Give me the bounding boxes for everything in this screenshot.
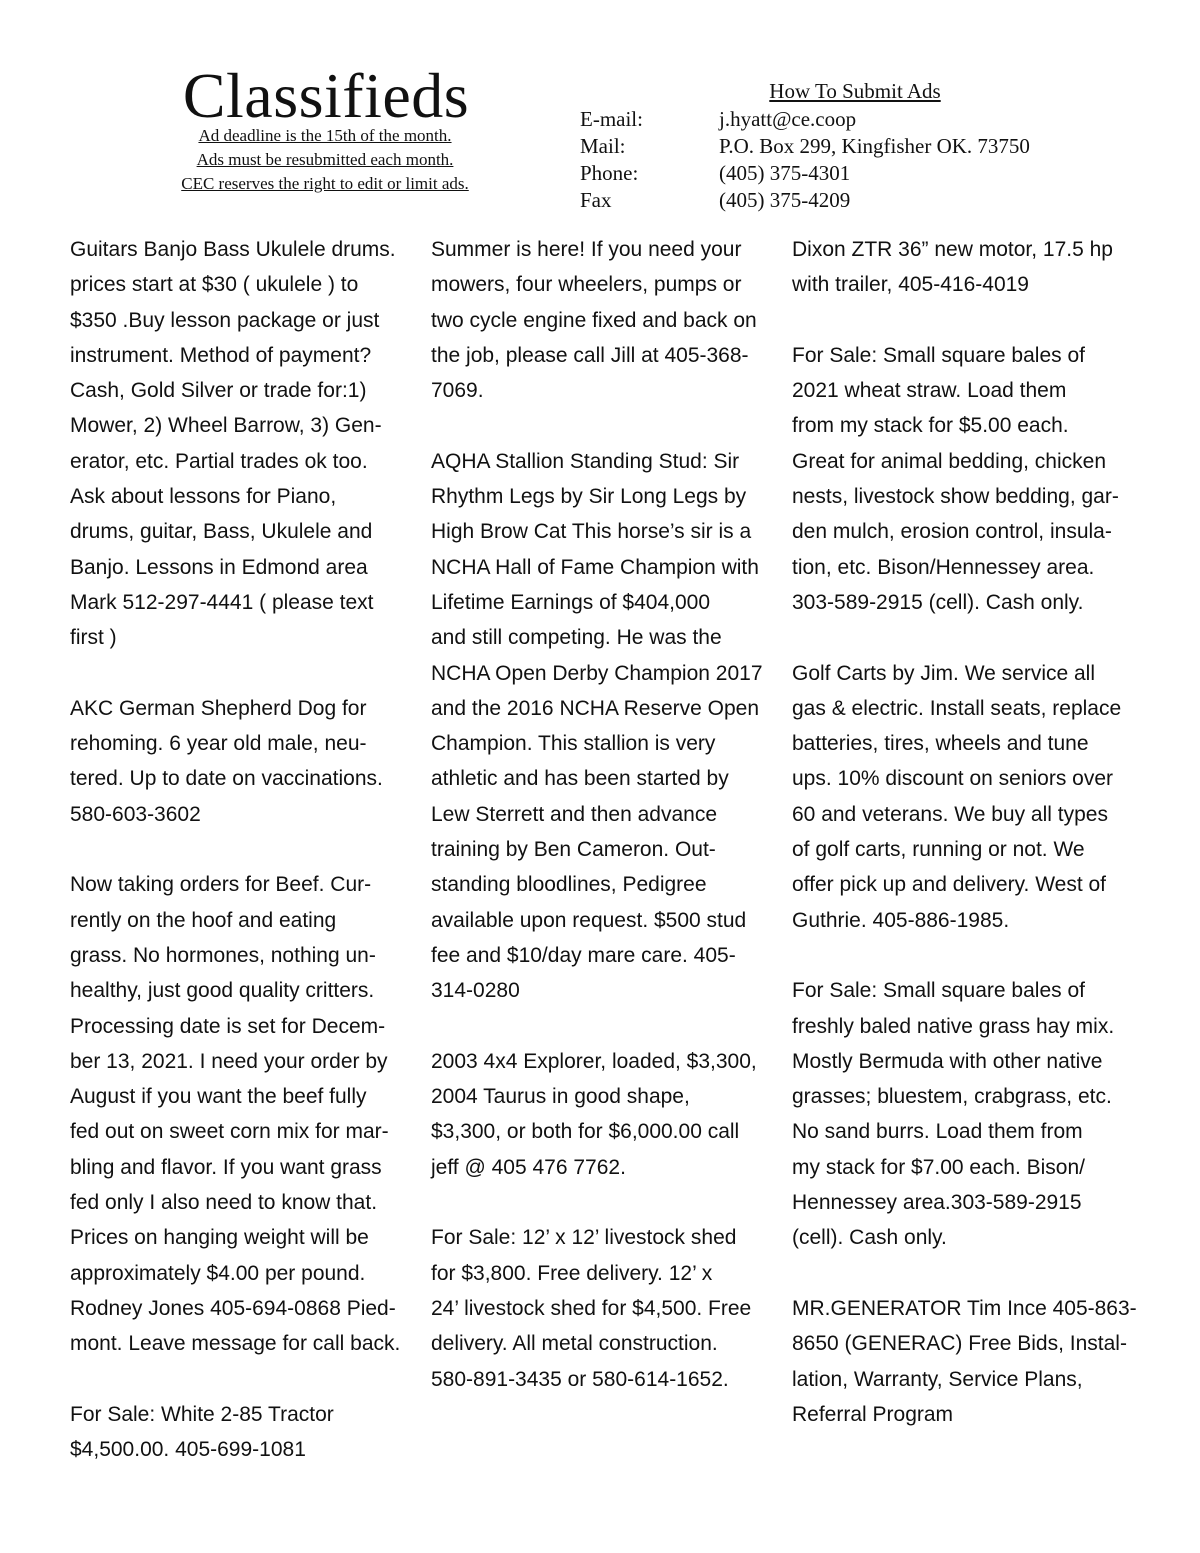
ad-text-line: Banjo. Lessons in Edmond area xyxy=(70,555,368,579)
ad-text-line: No sand burrs. Load them from xyxy=(792,1120,1083,1144)
ad-text-line: 2004 Taurus in good shape, xyxy=(431,1085,690,1109)
ad-text-line: 2003 4x4 Explorer, loaded, $3,300, xyxy=(431,1049,757,1073)
ad-spacer xyxy=(70,1362,420,1397)
ad-spacer xyxy=(431,1009,776,1044)
ad-text-line: available upon request. $500 stud xyxy=(431,908,747,932)
ad-text-line: of golf carts, running or not. We xyxy=(792,838,1085,862)
classifieds-column-1 xyxy=(70,232,420,1467)
ad-text-line: Guthrie. 405-886-1985. xyxy=(792,908,1010,932)
submit-ads-heading: How To Submit Ads xyxy=(769,79,941,103)
classifieds-column-2 xyxy=(431,232,776,1397)
ad-text-line: rehoming. 6 year old male, neu- xyxy=(70,732,367,756)
ad-text-line: 303-589-2915 (cell). Cash only. xyxy=(792,590,1084,614)
ad-text-line: ups. 10% discount on seniors over xyxy=(792,767,1114,791)
mail-value: P.O. Box 299, Kingfisher OK. 73750 xyxy=(719,134,1030,158)
ad-text-line: Guitars Banjo Bass Ukulele drums. xyxy=(70,238,396,261)
ad-text-line: For Sale: 12’ x 12’ livestock shed xyxy=(431,1226,737,1250)
ad-text-line: standing bloodlines, Pedigree xyxy=(431,873,707,897)
ad-text-line: bling and flavor. If you want grass xyxy=(70,1155,382,1179)
ad-text-line: NCHA Open Derby Champion 2017 xyxy=(431,661,763,685)
ad-text-line: healthy, just good quality critters. xyxy=(70,979,375,1003)
ad-text-line: approximately $4.00 per pound. xyxy=(70,1261,366,1285)
classifieds-column-3 xyxy=(792,232,1144,1432)
ad-text-line: MR.GENERATOR Tim Ince 405-863- xyxy=(792,1296,1137,1320)
ad-text-line: nests, livestock show bedding, gar- xyxy=(792,485,1119,509)
ad-text-line: prices start at $30 ( ukulele ) to xyxy=(70,273,359,297)
ad-text-line: tion, etc. Bison/Hennessey area. xyxy=(792,555,1095,579)
ad-text-line: Rhythm Legs by Sir Long Legs by xyxy=(431,485,747,509)
ad-text-line: 580-603-3602 xyxy=(70,802,201,826)
ad-text-line: $350 .Buy lesson package or just xyxy=(70,308,380,332)
ad-text-line: Now taking orders for Beef. Cur- xyxy=(70,873,372,897)
ad-text-line: the job, please call Jill at 405-368- xyxy=(431,343,749,367)
ad-text-line: training by Ben Cameron. Out- xyxy=(431,838,716,862)
ad-text-line: $3,300, or both for $6,000.00 call xyxy=(431,1120,740,1144)
ad-spacer xyxy=(792,620,1144,655)
ad-text-line: AQHA Stallion Standing Stud: Sir xyxy=(431,449,740,473)
ad-text-line: 314-0280 xyxy=(431,979,520,1003)
ad-spacer xyxy=(792,938,1144,973)
ad-text-line: and still competing. He was the xyxy=(431,626,722,650)
ad-text-line: Hennessey area.303-589-2915 xyxy=(792,1191,1082,1215)
phone-label: Phone: xyxy=(580,161,639,185)
ad-text-line: August if you want the beef fully xyxy=(70,1085,367,1109)
ad-spacer xyxy=(70,832,420,867)
ad-text-line: For Sale: White 2-85 Tractor xyxy=(70,1402,334,1426)
ad-text-line: 580-891-3435 or 580-614-1652. xyxy=(431,1367,729,1391)
email-label: E-mail: xyxy=(580,107,643,131)
ad-text-line: Referral Program xyxy=(792,1402,954,1426)
ad-text-line: rently on the hoof and eating xyxy=(70,908,337,932)
ad-deadline-notes xyxy=(150,124,500,196)
ad-spacer xyxy=(70,656,420,691)
ad-text-line: 7069. xyxy=(431,379,484,403)
ad-text-line: High Brow Cat This horse’s sir is a xyxy=(431,520,752,544)
email-value[interactable]: j.hyatt@ce.coop xyxy=(719,107,857,131)
deadline-note: Ad deadline is the 15th of the month. xyxy=(198,126,452,145)
ad-text-line: Mark 512-297-4441 ( please text xyxy=(70,590,374,614)
phone-value: (405) 375-4301 xyxy=(719,161,851,185)
ad-text-line: delivery. All metal construction. xyxy=(431,1332,718,1356)
ad-text-line: Champion. This stallion is very xyxy=(431,732,716,756)
ad-text-line: grasses; bluestem, crabgrass, etc. xyxy=(792,1085,1112,1109)
ad-text-line: Great for animal bedding, chicken xyxy=(792,449,1107,473)
ad-text-line: fed only I also need to know that. xyxy=(70,1191,378,1215)
ad-text-line: Golf Carts by Jim. We service all xyxy=(792,661,1096,685)
resubmit-note: Ads must be resubmitted each month. xyxy=(196,150,454,169)
ad-text-line: For Sale: Small square bales of xyxy=(792,343,1085,367)
mail-label: Mail: xyxy=(580,134,626,158)
ad-text-line: first ) xyxy=(70,626,117,650)
ad-text-line: gas & electric. Install seats, replace xyxy=(792,696,1122,720)
ad-text-line: den mulch, erosion control, insula- xyxy=(792,520,1112,544)
ad-text-line: Prices on hanging weight will be xyxy=(70,1226,369,1250)
ad-text-line: Ask about lessons for Piano, xyxy=(70,485,337,509)
ad-spacer xyxy=(792,303,1144,338)
ad-text-line: Mostly Bermuda with other native xyxy=(792,1049,1103,1073)
ad-text-line: AKC German Shepherd Dog for xyxy=(70,696,367,720)
fax-label: Fax xyxy=(580,188,612,212)
ad-text-line: grass. No hormones, nothing un- xyxy=(70,943,376,967)
ad-text-line: NCHA Hall of Fame Champion with xyxy=(431,555,759,579)
ad-text-line: jeff @ 405 476 7762. xyxy=(431,1155,626,1179)
ad-text-line: 2021 wheat straw. Load them xyxy=(792,379,1067,403)
ad-text-line: $4,500.00. 405-699-1081 xyxy=(70,1438,306,1462)
ad-text-line: two cycle engine fixed and back on xyxy=(431,308,757,332)
fax-value: (405) 375-4209 xyxy=(719,188,851,212)
ad-text-line: mont. Leave message for call back. xyxy=(70,1332,401,1356)
ad-text-line: (cell). Cash only. xyxy=(792,1226,947,1250)
ad-text-line: Mower, 2) Wheel Barrow, 3) Gen- xyxy=(70,414,382,438)
ad-text-line: 60 and veterans. We buy all types xyxy=(792,802,1108,826)
ad-text-line: from my stack for $5.00 each. xyxy=(792,414,1069,438)
ad-text-line: Rodney Jones 405-694-0868 Pied- xyxy=(70,1296,396,1320)
ad-text-line: my stack for $7.00 each. Bison/ xyxy=(792,1155,1085,1179)
ad-text-line: instrument. Method of payment? xyxy=(70,343,372,367)
ad-text-line: Dixon ZTR 36” new motor, 17.5 hp xyxy=(792,238,1113,261)
ad-text-line: fed out on sweet corn mix for mar- xyxy=(70,1120,389,1144)
ad-spacer xyxy=(431,1185,776,1220)
ad-text-line: drums, guitar, Bass, Ukulele and xyxy=(70,520,373,544)
ad-text-line: for $3,800. Free delivery. 12’ x xyxy=(431,1261,713,1285)
ad-text-line: mowers, four wheelers, pumps or xyxy=(431,273,742,297)
ad-text-line: and the 2016 NCHA Reserve Open xyxy=(431,696,760,720)
ad-text-line: batteries, tires, wheels and tune xyxy=(792,732,1089,756)
ad-spacer xyxy=(431,408,776,443)
ad-text-line: 8650 (GENERAC) Free Bids, Instal- xyxy=(792,1332,1127,1356)
ad-text-line: with trailer, 405-416-4019 xyxy=(792,273,1029,297)
ad-text-line: freshly baled native grass hay mix. xyxy=(792,1014,1115,1038)
ad-spacer xyxy=(792,1256,1144,1291)
rights-note: CEC reserves the right to edit or limit ads. xyxy=(181,174,469,193)
ad-text-line: lation, Warranty, Service Plans, xyxy=(792,1367,1083,1391)
ad-text-line: Summer is here! If you need your xyxy=(431,238,742,261)
ad-text-line: For Sale: Small square bales of xyxy=(792,979,1085,1003)
ad-text-line: Cash, Gold Silver or trade for:1) xyxy=(70,379,367,403)
ad-text-line: Processing date is set for Decem- xyxy=(70,1014,386,1038)
ad-text-line: ber 13, 2021. I need your order by xyxy=(70,1049,388,1073)
ad-text-line: Lew Sterrett and then advance xyxy=(431,802,718,826)
ad-text-line: athletic and has been started by xyxy=(431,767,729,791)
ad-text-line: tered. Up to date on vaccinations. xyxy=(70,767,383,791)
ad-text-line: 24’ livestock shed for $4,500. Free xyxy=(431,1296,752,1320)
page-title: Classifieds xyxy=(182,60,470,131)
ad-text-line: offer pick up and delivery. West of xyxy=(792,873,1106,897)
ad-text-line: Lifetime Earnings of $404,000 xyxy=(431,590,711,614)
ad-text-line: fee and $10/day mare care. 405- xyxy=(431,943,736,967)
ad-text-line: erator, etc. Partial trades ok too. xyxy=(70,449,368,473)
